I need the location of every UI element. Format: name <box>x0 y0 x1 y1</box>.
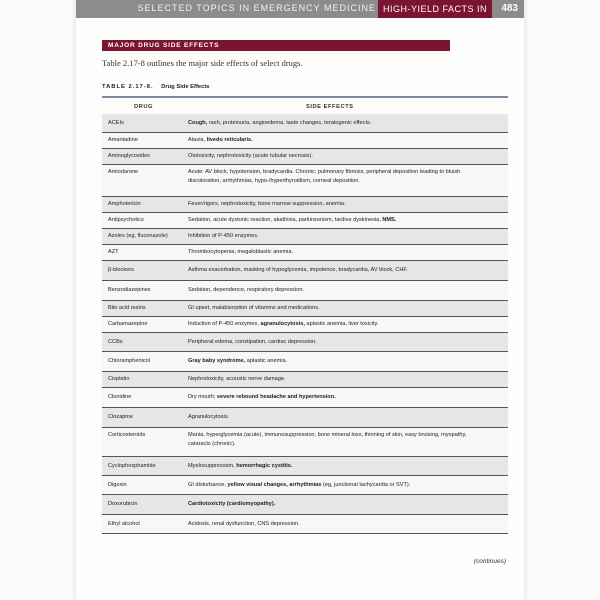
effect-text: Ataxia, <box>188 137 207 143</box>
drug-side-effects-table <box>102 114 508 534</box>
table-row <box>102 333 508 352</box>
table-row <box>102 281 508 301</box>
side-effects-text <box>188 431 488 449</box>
effect-text: Myelosuppression, <box>188 462 237 469</box>
drug-name: Amiodarone <box>108 169 139 175</box>
table-caption <box>102 84 210 90</box>
effect-text: Induction of P-450 enzymes, <box>188 321 261 327</box>
table-row <box>102 149 508 165</box>
continued-note: (continues) <box>473 558 506 565</box>
effect-text: Asthma exacerbation, masking of hypoglycemia, impotence, bradycardia, AV block, CHF. <box>188 267 408 273</box>
drug-name: Bile acid resins <box>108 305 146 311</box>
effect-text: (eg, junctional tachycardia or SVT). <box>321 481 411 488</box>
drug-name: Antipsychotics <box>108 217 144 223</box>
effect-text: Nephrotoxicity, acoustic nerve damage. <box>188 376 286 382</box>
table-row <box>102 457 508 476</box>
emphasized-effect: NMS. <box>382 217 397 223</box>
drug-name: Digoxin <box>108 481 127 488</box>
side-effects-text <box>188 393 488 402</box>
effect-text: Dry mouth; <box>188 394 217 400</box>
header-topics: SELECTED TOPICS IN EMERGENCY MEDICINE <box>137 3 376 13</box>
intro-text: Table 2.17-8 outlines the major side effects of select drugs. <box>102 58 303 68</box>
table-title: Drug Side Effects <box>161 84 210 90</box>
side-effects-text <box>188 500 488 509</box>
table-row <box>102 114 508 133</box>
side-effects-text <box>188 152 488 161</box>
emphasized-effect: yellow visual changes, arrhythmias <box>227 481 322 488</box>
drug-name: Doxorubicin <box>108 501 138 507</box>
table-header-row <box>102 100 508 114</box>
side-effects-text <box>188 168 488 186</box>
effect-text: GI disturbance, <box>188 481 228 488</box>
emphasized-effect: hemorrhagic cystitis. <box>236 462 293 469</box>
table-row <box>102 261 508 281</box>
effect-text: aplastic anemia, liver toxicity. <box>304 321 379 327</box>
effect-text: Sedation, dependence, respiratory depression. <box>188 287 304 293</box>
effect-text: rash, proteinuria, angioedema, taste changes, teratogenic effects. <box>207 119 372 126</box>
table-row <box>102 372 508 388</box>
table-row <box>102 495 508 515</box>
book-page <box>76 0 524 600</box>
table-row <box>102 213 508 229</box>
side-effects-text <box>188 136 488 145</box>
table-row <box>102 229 508 245</box>
side-effects-text <box>188 462 488 471</box>
drug-name: Cyclophosphamide <box>108 462 156 469</box>
table-row <box>102 515 508 534</box>
drug-name: Cisplatin <box>108 376 130 382</box>
effect-text: Peripheral edema, constipation, cardiac depression. <box>188 338 317 345</box>
effect-text: Acidosis, renal dysfunction, CNS depression. <box>188 520 300 527</box>
effect-text: GI upset, malabsorption of vitamins and medications. <box>188 305 320 311</box>
side-effects-text <box>188 266 488 275</box>
header-high-yield: HIGH-YIELD FACTS IN <box>378 0 492 18</box>
table-row <box>102 317 508 333</box>
side-effects-text <box>188 320 488 329</box>
column-header-drug: DRUG <box>134 104 154 110</box>
effect-text: Thrombocytopenia, megaloblastic anemia. <box>188 249 294 255</box>
drug-name: Chloramphenicol <box>108 358 150 364</box>
side-effects-text <box>188 481 488 490</box>
emphasized-effect: livedo reticularis. <box>206 137 253 143</box>
side-effects-text <box>188 413 488 422</box>
effect-text: Ototoxicity, nephrotoxicity (acute tubular necrosis). <box>188 153 313 159</box>
table-row <box>102 476 508 495</box>
table-row <box>102 245 508 261</box>
drug-name: Clozapine <box>108 414 133 420</box>
drug-name: Azoles (eg, fluconazole) <box>108 233 168 239</box>
emphasized-effect: severe rebound headache and hypertension. <box>216 394 336 400</box>
table-row <box>102 165 508 197</box>
page-number: 483 <box>501 3 518 14</box>
table-top-rule <box>102 96 508 98</box>
side-effects-text <box>188 200 488 209</box>
effect-text: Acute: AV block, hypotension, bradycardia. Chronic: pulmonary fibrosis, peripheral deposition leading to bluish discoloration, arrhythmias, hypo-/hyperthyroidism, corneal deposition. <box>188 169 461 184</box>
drug-name: Aminoglycosides <box>108 153 150 159</box>
effect-text: Mania, hyperglycemia (acute), immunosuppression, bone mineral loss, thinning of skin, easy bruising, myopathy, cataracts (chronic). <box>188 432 467 447</box>
side-effects-text <box>188 375 488 384</box>
drug-name: Amantadine <box>108 137 138 143</box>
emphasized-effect: Cough, <box>188 119 208 126</box>
effect-text: Fever/rigors, nephrotoxicity, bone marrow suppression, anemia. <box>188 201 346 207</box>
side-effects-text <box>188 304 488 313</box>
effect-text: Inhibition of P-450 enzymes. <box>188 233 259 239</box>
drug-name: CCBs <box>108 338 123 345</box>
page-header <box>76 0 524 18</box>
table-row <box>102 197 508 213</box>
drug-name: Benzodiazepines <box>108 287 151 293</box>
drug-name: Clonidine <box>108 394 132 400</box>
side-effects-text <box>188 338 488 347</box>
table-row <box>102 388 508 408</box>
effect-text: aplastic anemia. <box>245 358 288 364</box>
drug-name: Corticosteroids <box>108 432 146 438</box>
side-effects-text <box>188 357 488 366</box>
side-effects-text <box>188 216 488 225</box>
side-effects-text <box>188 286 488 295</box>
side-effects-text <box>188 232 488 241</box>
effect-text: Agranulocytosis. <box>188 414 230 420</box>
side-effects-text <box>188 119 488 128</box>
drug-name: β-blockers <box>108 267 134 273</box>
effect-text: Sedation, acute dystonic reaction, akathisia, parkinsonism, tardive dyskinesia, <box>188 217 383 223</box>
drug-name: Carbamazepine <box>108 321 148 327</box>
side-effects-text <box>188 248 488 257</box>
emphasized-effect: Gray baby syndrome, <box>188 358 246 364</box>
section-title: MAJOR DRUG SIDE EFFECTS <box>102 40 450 51</box>
emphasized-effect: Cardiotoxicity (cardiomyopathy). <box>188 501 276 507</box>
drug-name: Amphotericin <box>108 201 141 207</box>
table-row <box>102 301 508 317</box>
side-effects-text <box>188 520 488 529</box>
table-row <box>102 428 508 457</box>
table-row <box>102 133 508 149</box>
table-number: TABLE 2.17-8. <box>102 84 154 90</box>
drug-name: ACEIs <box>108 119 124 126</box>
column-header-side-effects: SIDE EFFECTS <box>306 104 354 110</box>
table-row <box>102 408 508 428</box>
table-row <box>102 352 508 372</box>
drug-name: AZT <box>108 249 119 255</box>
drug-name: Ethyl alcohol <box>108 520 140 527</box>
emphasized-effect: agranulocytosis, <box>260 321 305 327</box>
